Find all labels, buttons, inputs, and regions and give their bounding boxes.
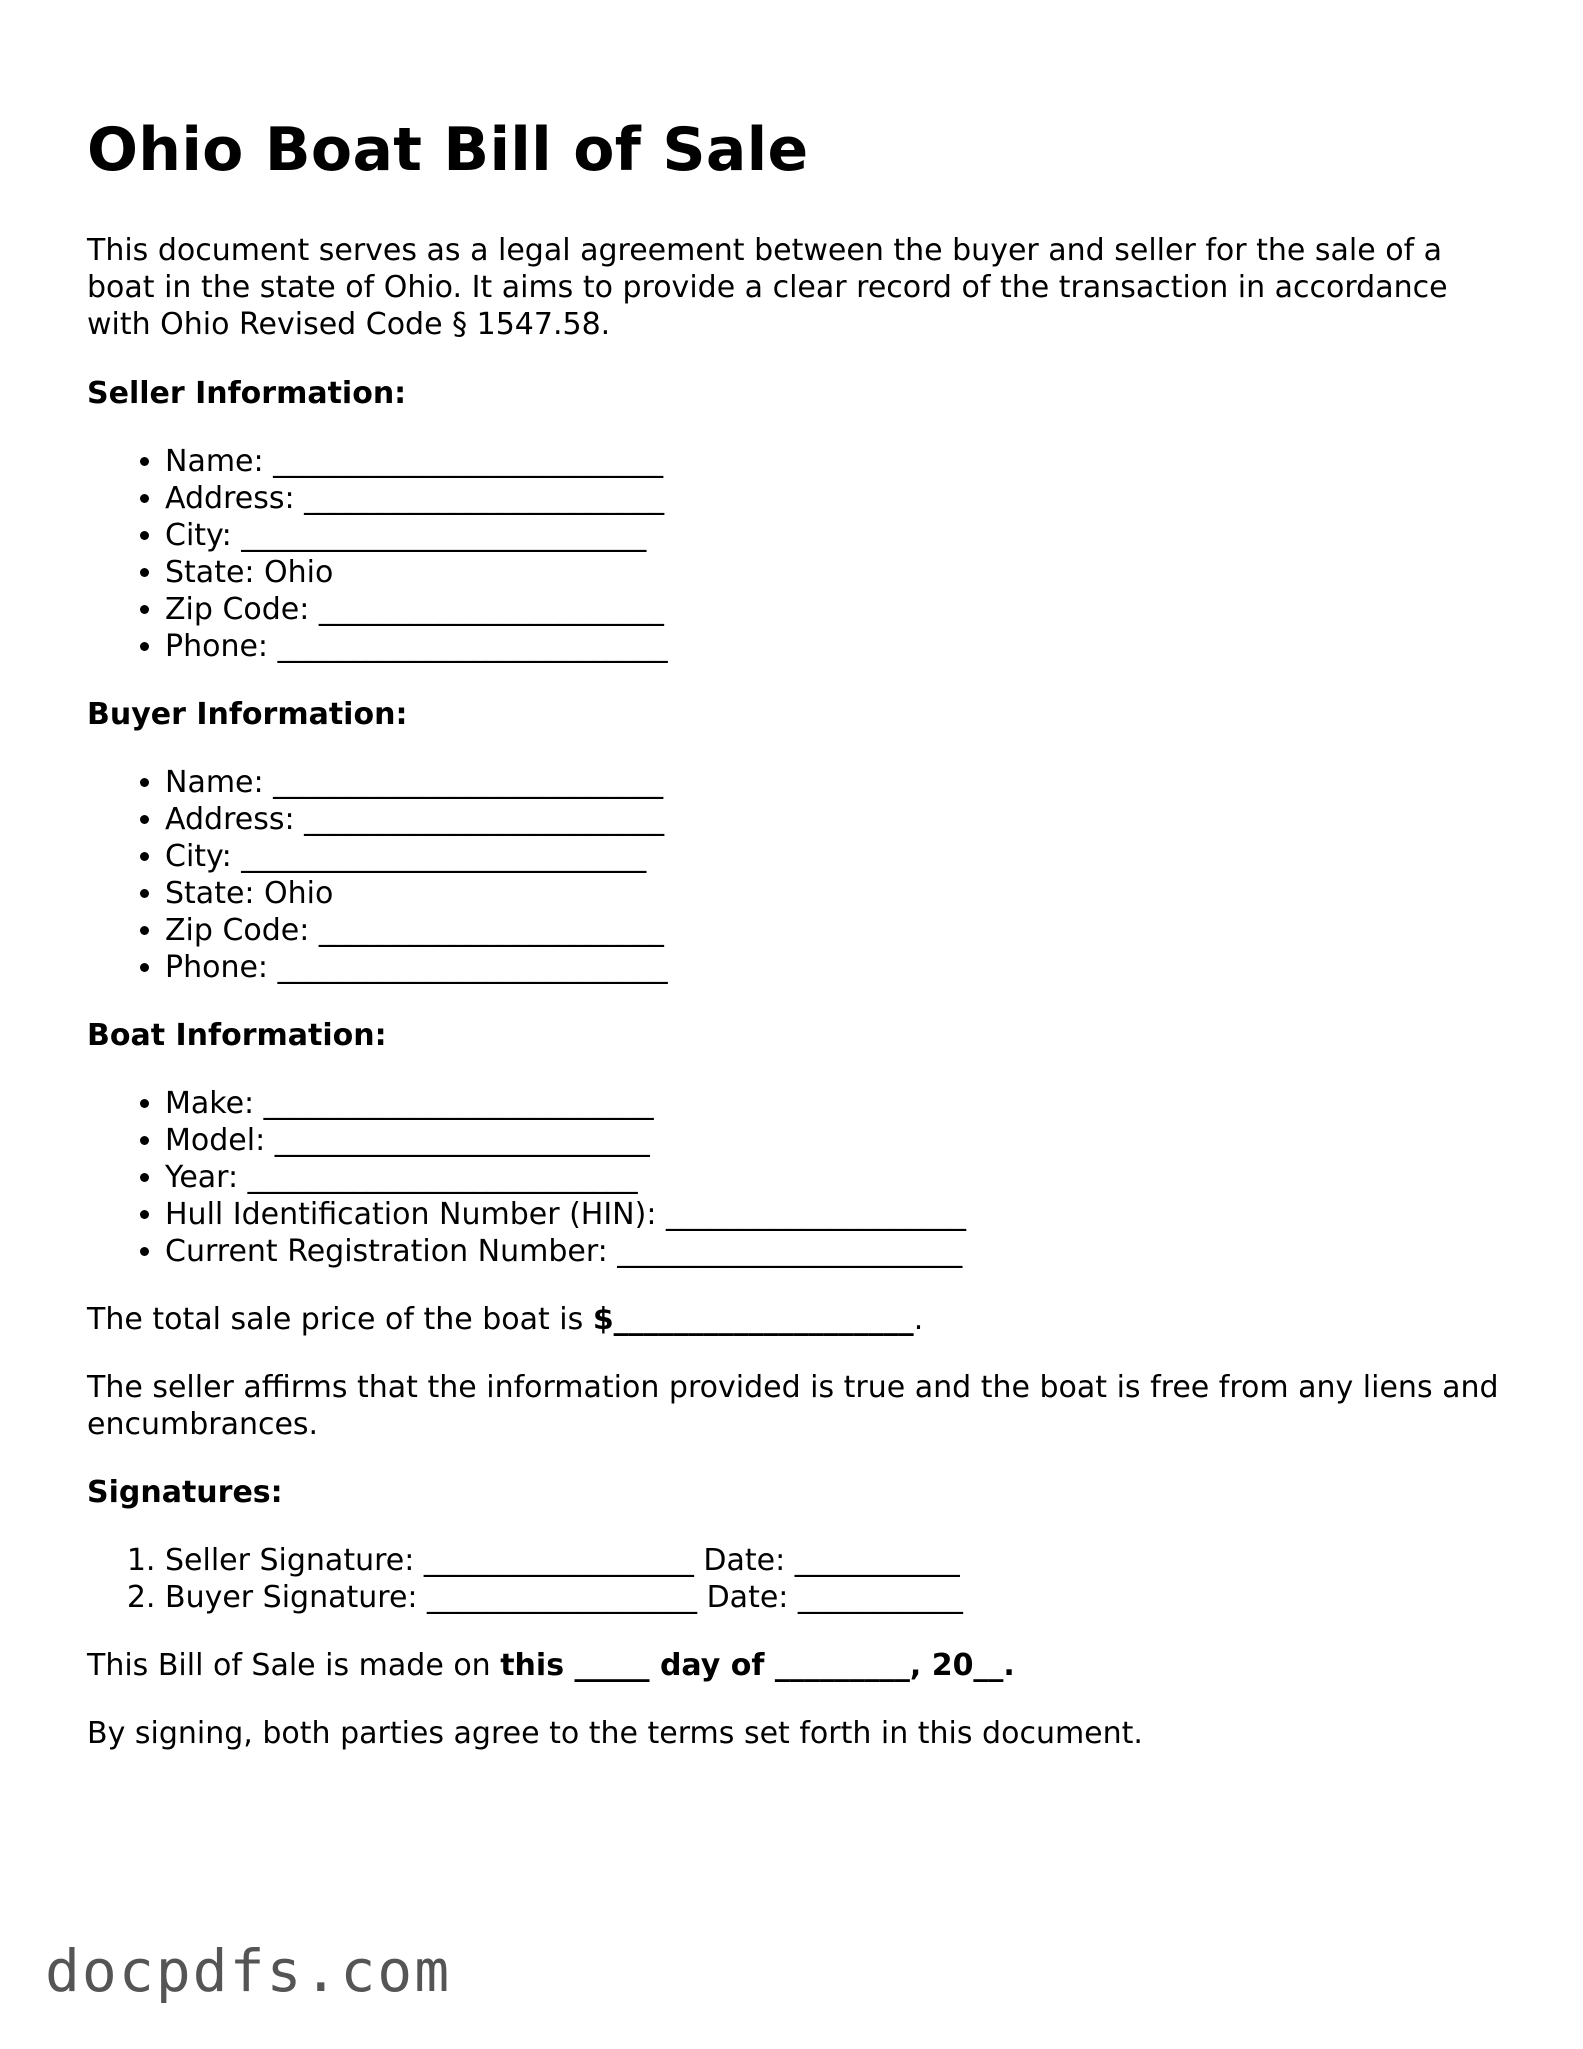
seller-list bbox=[87, 443, 1507, 665]
signatures-list bbox=[87, 1542, 1507, 1616]
seller-state-item: • State: Ohio bbox=[165, 554, 1507, 591]
price-paragraph bbox=[87, 1301, 1507, 1338]
document-page bbox=[87, 100, 1507, 1783]
buyer-address-item: • Address: ________________________ bbox=[165, 801, 1507, 838]
seller-city-item: • City: ___________________________ bbox=[165, 517, 1507, 554]
seller-signature-item: 1. Seller Signature: __________________ Date: ___________ bbox=[165, 1542, 1507, 1579]
closing-paragraph: By signing, both parties agree to the terms set forth in this document. bbox=[87, 1716, 1143, 1751]
seller-zip-item: • Zip Code: _______________________ bbox=[165, 591, 1507, 628]
buyer-signature-item: 2. Buyer Signature: __________________ Date: ___________ bbox=[165, 1579, 1507, 1616]
price-suffix: . bbox=[913, 1302, 924, 1337]
seller-phone-item: • Phone: __________________________ bbox=[165, 628, 1507, 665]
price-prefix: The total sale price of the boat is bbox=[87, 1302, 593, 1337]
boat-heading: Boat Information: bbox=[87, 1018, 387, 1053]
buyer-heading: Buyer Information: bbox=[87, 697, 408, 732]
made-on-date: this _____ day of _________, 20__. bbox=[500, 1648, 1015, 1683]
buyer-city-item: • City: ___________________________ bbox=[165, 838, 1507, 875]
buyer-zip-item: • Zip Code: _______________________ bbox=[165, 912, 1507, 949]
watermark-logo: docpdfs.com bbox=[45, 1937, 452, 2005]
boat-registration-item: • Current Registration Number: _______________________ bbox=[165, 1233, 1507, 1270]
affirmation-paragraph: The seller affirms that the information provided is true and the boat is free from any liens and encumbrances. bbox=[87, 1370, 1499, 1442]
buyer-name-item: • Name: __________________________ bbox=[165, 764, 1507, 801]
intro-paragraph: This document serves as a legal agreement between the buyer and seller for the sale of a boat in the state of Ohio. It aims to provide a clear record of the transaction in accordance with Ohio Revised Code § 1547.58. bbox=[87, 233, 1448, 342]
boat-year-item: • Year: __________________________ bbox=[165, 1159, 1507, 1196]
made-on-prefix: This Bill of Sale is made on bbox=[87, 1648, 501, 1683]
signatures-heading: Signatures: bbox=[87, 1475, 283, 1510]
document-title: Ohio Boat Bill of Sale bbox=[87, 115, 809, 185]
boat-make-item: • Make: __________________________ bbox=[165, 1085, 1507, 1122]
seller-address-item: • Address: ________________________ bbox=[165, 480, 1507, 517]
seller-name-item: • Name: __________________________ bbox=[165, 443, 1507, 480]
boat-list bbox=[87, 1085, 1507, 1270]
seller-heading: Seller Information: bbox=[87, 376, 407, 411]
buyer-list bbox=[87, 764, 1507, 986]
buyer-state-item: • State: Ohio bbox=[165, 875, 1507, 912]
price-amount: $____________________ bbox=[592, 1302, 914, 1337]
boat-hin-item: • Hull Identification Number (HIN): ____________________ bbox=[165, 1196, 1507, 1233]
buyer-phone-item: • Phone: __________________________ bbox=[165, 949, 1507, 986]
made-on-paragraph bbox=[87, 1647, 1507, 1684]
boat-model-item: • Model: _________________________ bbox=[165, 1122, 1507, 1159]
